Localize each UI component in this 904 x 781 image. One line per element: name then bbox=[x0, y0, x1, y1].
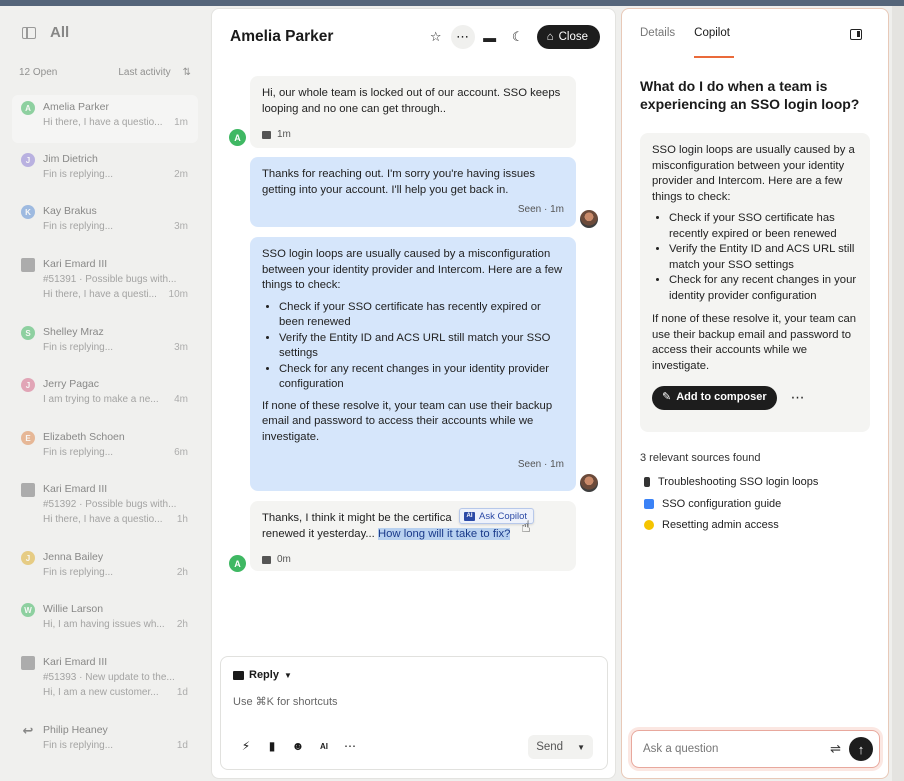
lightning-icon[interactable]: ⚡ bbox=[241, 739, 251, 753]
submit-arrow-icon[interactable]: ↑ bbox=[849, 737, 873, 761]
message-text: Thanks for reaching out. I'm sorry you're having issues getting into your account. I'll help you get back in. bbox=[262, 168, 536, 196]
conversation-time: 1h bbox=[176, 514, 188, 525]
conversation-time: 1d bbox=[176, 740, 188, 751]
agent-avatar bbox=[580, 474, 598, 492]
message-text-start: Thanks, I think it might be the certifica bbox=[262, 512, 452, 524]
answer-intro: SSO login loops are usually caused by a misconfiguration between your identity provider and Intercom. Here are a few things to check: bbox=[652, 144, 855, 203]
conversation-time: 6m bbox=[174, 447, 188, 458]
more-icon[interactable]: ⋯ bbox=[344, 739, 356, 753]
agent-message bbox=[250, 237, 576, 491]
conversation-name: Jenna Bailey bbox=[43, 551, 104, 563]
conversation-preview: #51391 · Possible bugs with... bbox=[43, 274, 177, 285]
conversation-preview: Fin is replying... bbox=[43, 169, 114, 180]
send-button[interactable]: Send bbox=[536, 741, 564, 753]
avatar: E bbox=[21, 431, 35, 445]
message-meta bbox=[262, 202, 564, 218]
bullet-item: • Check if your SSO certificate has recently expired or been renewed bbox=[279, 300, 564, 331]
conversation-name: Amelia Parker bbox=[43, 101, 109, 113]
copilot-answer bbox=[640, 133, 870, 432]
agent-avatar bbox=[580, 210, 598, 228]
chat-channel-icon bbox=[262, 131, 271, 139]
conversation-preview: Fin is replying... bbox=[43, 342, 114, 353]
avatar: J bbox=[21, 378, 35, 392]
answer-bullet: • Check if your SSO certificate has recently expired or been renewed bbox=[669, 211, 858, 242]
chevron-down-icon: ▼ bbox=[283, 670, 292, 680]
message-time: 1m bbox=[277, 129, 291, 140]
inbox-sidebar bbox=[0, 6, 210, 781]
conversation-name: Jerry Pagac bbox=[43, 378, 100, 390]
sort-control[interactable] bbox=[118, 67, 191, 78]
sidebar-toggle-icon[interactable] bbox=[22, 27, 36, 39]
conversation-source-icon bbox=[644, 499, 654, 509]
send-button-group bbox=[528, 735, 593, 759]
conversation-list-item[interactable] bbox=[12, 95, 198, 143]
ask-question-input[interactable] bbox=[643, 743, 830, 755]
close-conversation-button[interactable] bbox=[537, 25, 600, 49]
conversation-list-item[interactable] bbox=[12, 597, 198, 645]
conversation-name: Kari Emard III bbox=[43, 483, 108, 495]
copilot-question: What do I do when a team is experiencing an SSO login loop? bbox=[640, 78, 860, 112]
conversation-list-item[interactable] bbox=[12, 477, 198, 525]
bullet-item: • Verify the Entity ID and ACS URL still match your SSO settings bbox=[279, 331, 564, 362]
conversation-time: 1d bbox=[176, 687, 188, 698]
answer-bullet: • Verify the Entity ID and ACS URL still match your SSO settings bbox=[669, 242, 858, 273]
message-meta bbox=[262, 552, 564, 568]
more-options-icon[interactable]: ⋯ bbox=[790, 389, 805, 406]
pencil-icon: ✎ bbox=[662, 391, 672, 404]
avatar: W bbox=[21, 603, 35, 617]
close-label: Close bbox=[558, 31, 588, 43]
conversation-time: 2h bbox=[176, 619, 188, 630]
conversation-list-item[interactable] bbox=[12, 320, 198, 368]
conversation-list-item[interactable] bbox=[12, 372, 198, 420]
inbox-title: All bbox=[50, 24, 70, 41]
source-title: Troubleshooting SSO login loops bbox=[658, 476, 819, 488]
conversation-list-item[interactable] bbox=[12, 147, 198, 195]
open-count[interactable]: 12 Open bbox=[19, 67, 58, 78]
reply-mode-label: Reply bbox=[249, 669, 279, 681]
conversation-preview: Hi, I am having issues wh... bbox=[43, 619, 165, 630]
bookmark-icon[interactable]: ▮ bbox=[268, 739, 276, 753]
source-item[interactable] bbox=[644, 498, 781, 510]
conversation-name: Shelley Mraz bbox=[43, 326, 104, 338]
conversation-list-item[interactable] bbox=[12, 545, 198, 593]
conversation-time: 4m bbox=[174, 394, 188, 405]
lock-icon bbox=[644, 520, 654, 530]
answer-outro: If none of these resolve it, your team can use their backup email and password to access their accounts while we investigate. bbox=[652, 313, 857, 372]
send-options-chevron-icon[interactable]: ▼ bbox=[577, 742, 585, 752]
ticket-icon bbox=[21, 483, 35, 497]
conversation-title: Amelia Parker bbox=[230, 28, 334, 45]
composer-toolbar bbox=[239, 739, 357, 753]
conversation-preview: Fin is replying... bbox=[43, 740, 114, 751]
customer-avatar: A bbox=[229, 555, 246, 572]
source-item[interactable] bbox=[644, 519, 779, 531]
more-options-icon[interactable]: ⋯ bbox=[451, 25, 475, 49]
conversation-preview-secondary: Hi there, I have a questi... bbox=[43, 289, 157, 300]
message-meta bbox=[262, 457, 564, 473]
composer-input[interactable]: Use ⌘K for shortcuts bbox=[233, 696, 338, 708]
highlighted-text[interactable]: How long will it take to fix? bbox=[377, 527, 511, 540]
source-title: Resetting admin access bbox=[662, 519, 779, 531]
customer-avatar: A bbox=[229, 129, 246, 146]
source-item[interactable] bbox=[644, 476, 818, 488]
conversation-preview-secondary: Hi there, I have a questio... bbox=[43, 514, 163, 525]
conversation-list-item[interactable] bbox=[12, 199, 198, 247]
conversation-preview-secondary: Hi, I am a new customer... bbox=[43, 687, 159, 698]
conversation-preview: Fin is replying... bbox=[43, 447, 114, 458]
message-intro: SSO login loops are usually caused by a misconfiguration between your identity provider and Intercom. Here are a few things to check: bbox=[262, 248, 563, 291]
conversation-list-item[interactable] bbox=[12, 650, 198, 698]
panel-toggle-icon[interactable] bbox=[850, 29, 862, 40]
settings-sliders-icon[interactable]: ⇌ bbox=[830, 741, 841, 756]
ticket-icon bbox=[21, 656, 35, 670]
message-meta bbox=[262, 127, 564, 143]
answer-actions bbox=[652, 386, 858, 410]
tab-details[interactable]: Details bbox=[640, 27, 676, 39]
conversation-name: Willie Larson bbox=[43, 603, 104, 615]
ask-question-box bbox=[631, 730, 880, 768]
emoji-icon[interactable]: ☻ bbox=[291, 739, 305, 753]
conversation-list-item[interactable] bbox=[12, 718, 198, 766]
reply-composer bbox=[220, 656, 608, 770]
avatar: A bbox=[21, 101, 35, 115]
add-to-composer-label: Add to composer bbox=[676, 391, 767, 404]
conversation-time: 3m bbox=[174, 342, 188, 353]
conversation-time: 3m bbox=[174, 221, 188, 232]
bullet-item: • Check for any recent changes in your identity provider configuration bbox=[279, 362, 564, 393]
conversation-name: Jim Dietrich bbox=[43, 153, 98, 165]
sort-label[interactable]: Last activity bbox=[118, 67, 171, 78]
conversation-name: Elizabeth Schoen bbox=[43, 431, 125, 443]
conversation-list-item[interactable] bbox=[12, 252, 198, 300]
hand-cursor-icon: ☝ bbox=[521, 519, 531, 536]
ticket-icon[interactable]: ▬ bbox=[483, 29, 497, 45]
add-to-composer-button[interactable] bbox=[652, 386, 777, 410]
star-icon[interactable]: ☆ bbox=[429, 29, 442, 44]
panel-tabs bbox=[640, 27, 730, 39]
inbox-header bbox=[22, 24, 69, 41]
conversation-time: 10m bbox=[168, 289, 188, 300]
conversation-preview: I am trying to make a ne... bbox=[43, 394, 159, 405]
conversation-time: 2h bbox=[176, 567, 188, 578]
reply-arrow-icon: ↩ bbox=[22, 723, 34, 738]
snooze-icon[interactable]: ☾ bbox=[511, 29, 524, 44]
message-status: Seen · 1m bbox=[517, 204, 564, 215]
ask-copilot-label: Ask Copilot bbox=[479, 510, 528, 522]
answer-bullet: • Check for any recent changes in your identity provider configuration bbox=[669, 273, 858, 304]
conversation-preview: #51392 · Possible bugs with... bbox=[43, 499, 177, 510]
close-conversation-icon: ⌂ bbox=[546, 31, 554, 43]
conversation-name: Kari Emard III bbox=[43, 258, 108, 270]
ticket-icon bbox=[21, 258, 35, 272]
agent-message bbox=[250, 157, 576, 227]
message-outro: If none of these resolve it, your team can use their backup email and password to access their accounts while we investigate. bbox=[262, 399, 553, 443]
conversation-name: Philip Heaney bbox=[43, 724, 108, 736]
answer-bullet-list bbox=[669, 211, 858, 304]
copilot-panel bbox=[621, 8, 889, 779]
message-bullet-list bbox=[279, 300, 564, 393]
message-text-line2: renewed it yesterday... bbox=[262, 527, 378, 540]
inbox-meta bbox=[19, 67, 191, 78]
message-text: Hi, our whole team is locked out of our account. SSO keeps looping and no one can get through.. bbox=[262, 87, 561, 115]
conversation-header bbox=[230, 25, 600, 49]
customer-message bbox=[250, 76, 576, 148]
avatar: K bbox=[21, 205, 35, 219]
message-time: 0m bbox=[277, 554, 291, 565]
ai-badge-icon: AI bbox=[464, 512, 475, 521]
source-title: SSO configuration guide bbox=[662, 498, 782, 510]
avatar: J bbox=[21, 551, 35, 565]
ai-icon[interactable]: AI bbox=[320, 741, 328, 751]
article-icon bbox=[644, 477, 650, 487]
conversation-list-item[interactable] bbox=[12, 425, 198, 473]
conversation-preview: Fin is replying... bbox=[43, 567, 114, 578]
conversation-time: 1m bbox=[174, 117, 188, 128]
conversation-preview: #51393 · New update to the... bbox=[43, 672, 175, 683]
avatar: J bbox=[21, 153, 35, 167]
message-status: Seen · 1m bbox=[517, 459, 564, 470]
reply-mode-dropdown[interactable] bbox=[233, 669, 292, 681]
conversation-name: Kari Emard III bbox=[43, 656, 108, 668]
sort-order-icon[interactable]: ⇅ bbox=[182, 67, 191, 78]
conversation-preview: Fin is replying... bbox=[43, 221, 114, 232]
tab-copilot[interactable]: Copilot bbox=[694, 27, 730, 39]
conversation-preview: Hi there, I have a questio... bbox=[43, 117, 163, 128]
sources-heading: 3 relevant sources found bbox=[640, 452, 761, 464]
active-tab-indicator bbox=[694, 56, 734, 58]
conversation-time: 2m bbox=[174, 169, 188, 180]
chat-channel-icon bbox=[262, 556, 271, 564]
conversation-name: Kay Brakus bbox=[43, 205, 97, 217]
reply-icon bbox=[233, 671, 244, 680]
window-edge bbox=[892, 6, 904, 781]
avatar: S bbox=[21, 326, 35, 340]
